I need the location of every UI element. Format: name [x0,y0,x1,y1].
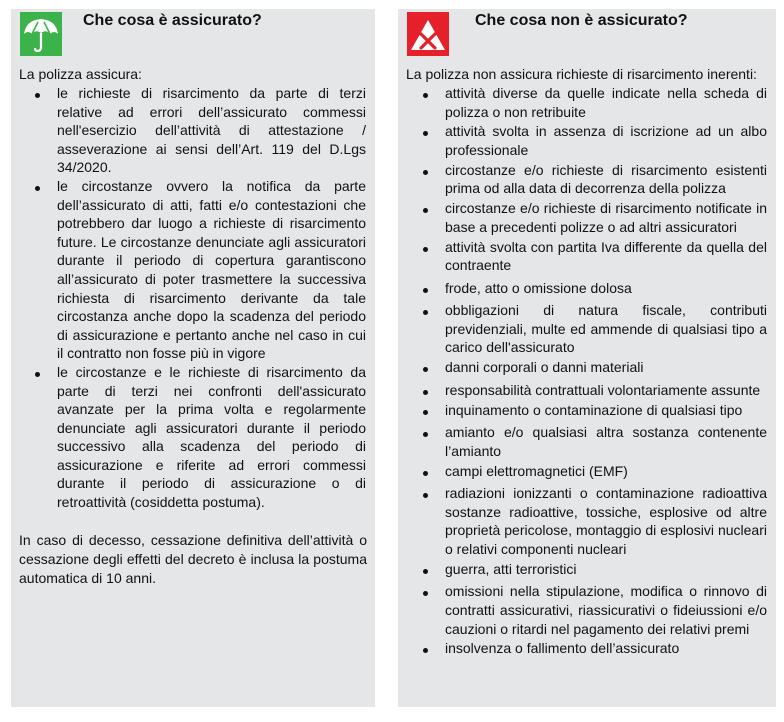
bullet-icon [35,372,40,377]
bullet-icon [35,93,40,98]
list-item: le richieste di risarcimento da parte di terzi relative ad errori dell’assicurato commessi nell'esercizio dell’attività di attestazione / asseverazione ai sensi dell’Art. 119 del D.Lgs 34/2020. [11,84,375,177]
list-item: obbligazioni di natura fiscale, contributi previdenziali, multe ed ammende di qualsiasi tipo a carico dell'assicurato [398,301,776,357]
list-item: radiazioni ionizzanti o contaminazione radioattiva sostanze radioattive, tossiche, esplosive od altre proprietà pericolose, montaggio di esplosivi nucleari o relativi componenti nucleari [398,484,776,558]
not-covered-title: Che cosa non è assicurato? [475,12,688,29]
covered-header [11,9,375,61]
list-item: frode, atto o omissione dolosa [398,279,776,298]
covered-panel [11,9,375,707]
not-covered-header [398,9,776,61]
bullet-icon [423,569,428,574]
not-covered-panel [398,9,776,707]
bullet-icon [423,648,428,653]
bullet-icon [423,471,428,476]
list-item: circostanze e/o richieste di risarcimento esistenti prima od alla data di decorrenza della polizza [398,161,776,198]
bullet-icon [423,367,428,372]
bullet-icon [423,288,428,293]
list-item: amianto e/o qualsiasi altra sostanza contenente l’amianto [398,423,776,460]
bullet-icon [423,131,428,136]
list-item: omissioni nella stipulazione, modifica o rinnovo di contratti assicurativi, riassicurativi o fideiussioni e/o cauzioni o ritardi nel pagamento dei relativi premi [398,582,776,638]
not-covered-list [398,84,776,658]
bullet-icon [423,410,428,415]
list-item: attività svolta in assenza di iscrizione ad un albo professionale [398,122,776,159]
list-item: guerra, atti terroristici [398,560,776,579]
not-covered-intro: La polizza non assicura richieste di risarcimento inerenti: [406,66,757,82]
bullet-icon [423,310,428,315]
bullet-icon [423,432,428,437]
list-item: attività diverse da quelle indicate nella scheda di polizza o non retribuite [398,84,776,121]
bullet-icon [423,390,428,395]
list-item: danni corporali o danni materiali [398,358,776,377]
covered-intro: La polizza assicura: [19,66,142,82]
list-item: attività svolta con partita Iva differente da quella del contraente [398,238,776,275]
list-item: campi elettromagnetici (EMF) [398,462,776,481]
covered-list [11,84,375,512]
list-item: inquinamento o contaminazione di qualsiasi tipo [398,401,776,420]
list-item: le circostanze e le richieste di risarcimento da parte di terzi nei confronti dell'assicurato avanzate per la prima volta e regolarmente denunciate agli assicuratori durante il periodo successivo alla scadenza del periodo di assicurazione e riferite ad errori commessi durante il periodo di assicurazione o di retroattività (cosiddetta postuma). [11,363,375,512]
bullet-icon [423,93,428,98]
posthumous-note: In caso di decesso, cessazione definitiva dell’attività o cessazione degli effetti del decreto è inclusa la postuma automatica di 10 anni. [19,531,367,586]
list-item: insolvenza o fallimento dell’assicurato [398,639,776,658]
list-item: circostanze e/o richieste di risarcimento notificate in base a precedenti polizze o ad altri assicuratori [398,199,776,236]
bullet-icon [423,170,428,175]
list-item: le circostanze ovvero la notifica da parte dell’assicurato di atti, fatti e/o contestazioni che potrebbero dar luogo a richieste di risarcimento future. Le circostanze denunciate agli assicuratori durante il periodo di copertura garantiscono all’assicurato di poter trasmettere la successiva richiesta di risarcimento derivante da tale circostanza anche dopo la scadenza del periodo di assicurazione e pertanto anche nel caso in cui il contratto non fosse più in vigore [11,177,375,363]
bullet-icon [423,493,428,498]
covered-title: Che cosa è assicurato? [83,12,262,29]
umbrella-icon [20,12,62,56]
bullet-icon [423,591,428,596]
list-item: responsabilità contrattuali volontariamente assunte [398,381,776,400]
bullet-icon [423,208,428,213]
bullet-icon [35,186,40,191]
warning-x-icon [407,12,449,56]
bullet-icon [423,247,428,252]
